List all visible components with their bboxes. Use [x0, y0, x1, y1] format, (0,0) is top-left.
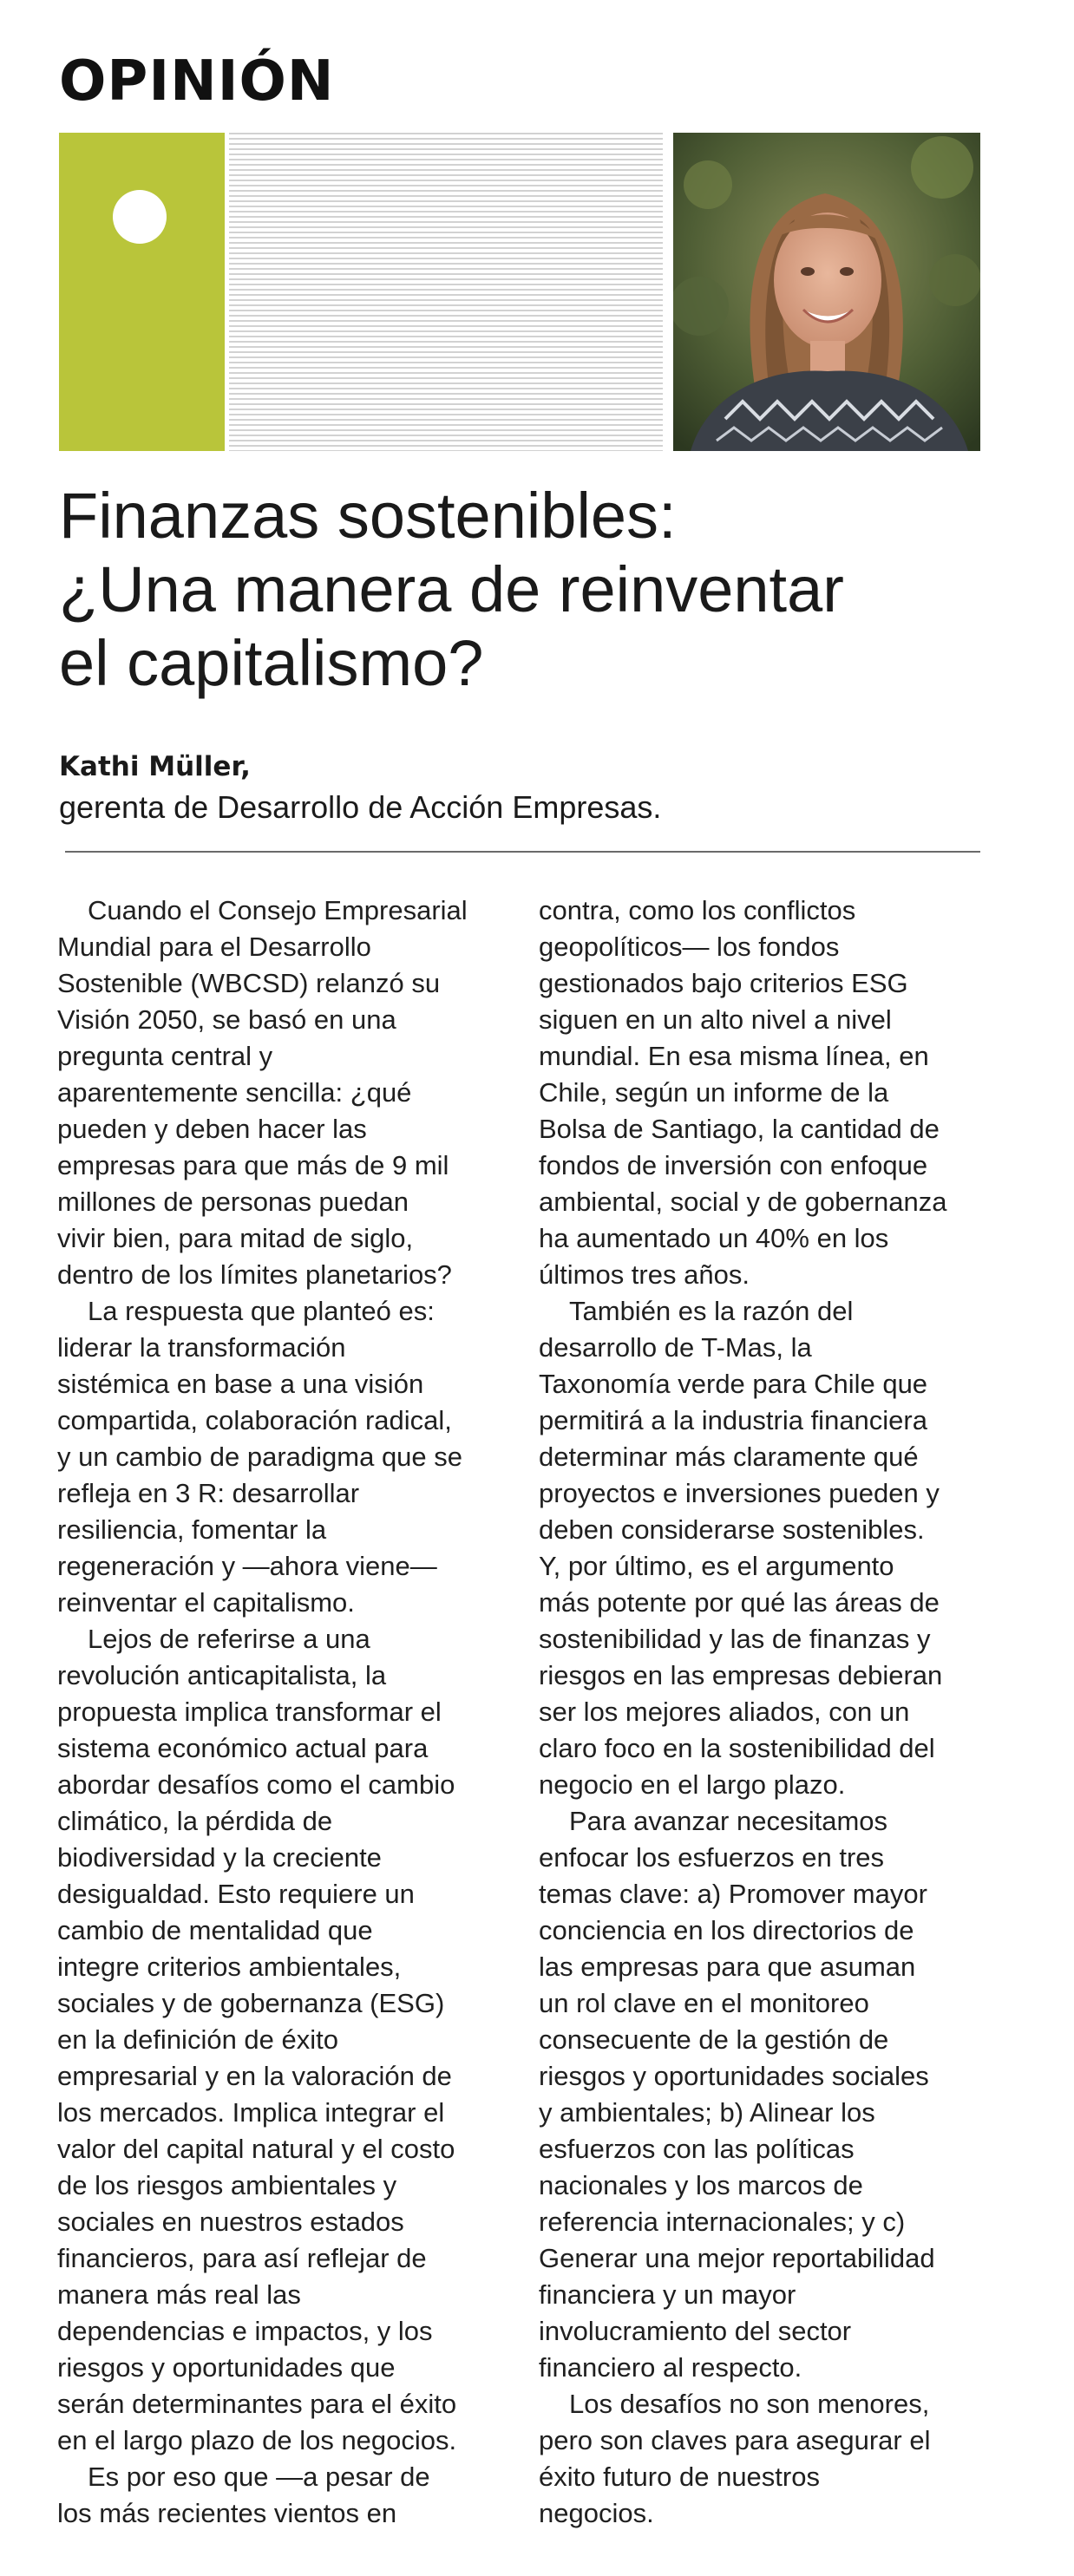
body-text-line: éxito futuro de nuestros: [539, 2462, 820, 2492]
body-text-line: desarrollo de T-Mas, la: [539, 1332, 812, 1363]
body-text-line: en el largo plazo de los negocios.: [57, 2425, 457, 2455]
body-text-line: consecuente de la gestión de: [539, 2024, 889, 2055]
portrait-image: [673, 133, 980, 451]
body-text-line: financiero al respecto.: [539, 2352, 802, 2383]
body-text-line: manera más real las: [57, 2279, 301, 2310]
body-text-line: nacionales y los marcos de: [539, 2170, 863, 2200]
body-text-line: negocio en el largo plazo.: [539, 1769, 846, 1800]
accent-block: [59, 133, 225, 451]
body-text-line: serán determinantes para el éxito: [57, 2389, 457, 2419]
body-text-line: deben considerarse sostenibles.: [539, 1514, 925, 1545]
header-banner: [59, 133, 980, 451]
body-text-line: sociales y de gobernanza (ESG): [57, 1988, 445, 2018]
body-text-line: abordar desafíos como el cambio: [57, 1769, 455, 1800]
body-text-line: ha aumentado un 40% en los: [539, 1223, 889, 1253]
body-text-line: empresarial y en la valoración de: [57, 2061, 452, 2091]
body-text-line: ambiental, social y de gobernanza: [539, 1187, 947, 1217]
body-text-line: dependencias e impactos, y los: [57, 2316, 433, 2346]
body-text-line: involucramiento del sector: [539, 2316, 852, 2346]
body-text-line: y ambientales; b) Alinear los: [539, 2097, 875, 2128]
body-text-line: permitirá a la industria financiera: [539, 1405, 927, 1435]
section-label: OPINIÓN: [59, 49, 335, 114]
body-text-line: los más recientes vientos en: [57, 2498, 397, 2528]
body-text-line: aparentemente sencilla: ¿qué: [57, 1077, 412, 1108]
body-text-line: contra, como los conflictos: [539, 895, 856, 925]
body-text-line: de los riesgos ambientales y: [57, 2170, 397, 2200]
body-text-line: Bolsa de Santiago, la cantidad de: [539, 1114, 940, 1144]
body-text-line: reinventar el capitalismo.: [57, 1587, 355, 1618]
body-text-line: un rol clave en el monitoreo: [539, 1988, 869, 2018]
body-text-line: riesgos y oportunidades que: [57, 2352, 396, 2383]
body-text-line: refleja en 3 R: desarrollar: [57, 1478, 360, 1508]
article-headline: [59, 479, 996, 700]
body-text-line: enfocar los esfuerzos en tres: [539, 1842, 885, 1873]
body-text-line: desigualdad. Esto requiere un: [57, 1879, 415, 1909]
body-text-line: climático, la pérdida de: [57, 1806, 333, 1836]
body-text-line: Para avanzar necesitamos: [569, 1806, 888, 1836]
body-text-line: sostenibilidad y las de finanzas y: [539, 1624, 931, 1654]
body-text-line: geopolíticos— los fondos: [539, 932, 840, 962]
body-text-line: siguen en un alto nivel a nivel: [539, 1004, 892, 1035]
body-text-line: Y, por último, es el argumento: [539, 1551, 894, 1581]
body-text-line: biodiversidad y la creciente: [57, 1842, 382, 1873]
headline-line: el capitalismo?: [59, 627, 484, 699]
body-text-line: referencia internacionales; y c): [539, 2207, 906, 2237]
divider: [65, 851, 980, 853]
body-text-line: sociales en nuestros estados: [57, 2207, 404, 2237]
body-text-line: fondos de inversión con enfoque: [539, 1150, 928, 1180]
body-text-line: gestionados bajo criterios ESG: [539, 968, 908, 998]
body-text-line: pregunta central y: [57, 1041, 273, 1071]
body-text-line: Generar una mejor reportabilidad: [539, 2243, 935, 2273]
body-text-line: temas clave: a) Promover mayor: [539, 1879, 927, 1909]
body-text-line: dentro de los límites planetarios?: [57, 1259, 452, 1290]
body-text-line: millones de personas puedan: [57, 1187, 409, 1217]
author-photo: [673, 133, 980, 451]
body-text-line: mundial. En esa misma línea, en: [539, 1041, 929, 1071]
striped-panel: [229, 133, 663, 451]
body-text-line: sistémica en base a una visión: [57, 1369, 424, 1399]
body-text-line: La respuesta que planteó es:: [88, 1296, 435, 1326]
body-text-line: También es la razón del: [569, 1296, 854, 1326]
body-column-left: [57, 892, 508, 2532]
body-text-line: Los desafíos no son menores,: [569, 2389, 930, 2419]
body-text-line: los mercados. Implica integrar el: [57, 2097, 445, 2128]
body-text-line: liderar la transformación: [57, 1332, 346, 1363]
body-text-line: más potente por qué las áreas de: [539, 1587, 940, 1618]
author-role: gerenta de Desarrollo de Acción Empresas.: [59, 789, 662, 825]
body-text-line: pueden y deben hacer las: [57, 1114, 367, 1144]
body-text-line: financiera y un mayor: [539, 2279, 796, 2310]
body-text-line: esfuerzos con las políticas: [539, 2134, 855, 2164]
body-text-line: Sostenible (WBCSD) relanzó su: [57, 968, 441, 998]
body-text-line: Cuando el Consejo Empresarial: [88, 895, 468, 925]
body-text-line: ser los mejores aliados, con un: [539, 1697, 910, 1727]
body-text-line: revolución anticapitalista, la: [57, 1660, 387, 1690]
body-text-line: pero son claves para asegurar el: [539, 2425, 931, 2455]
body-text-line: Taxonomía verde para Chile que: [539, 1369, 928, 1399]
body-text-line: valor del capital natural y el costo: [57, 2134, 455, 2164]
headline-line: Finanzas sostenibles:: [59, 480, 677, 552]
body-text-line: y un cambio de paradigma que se: [57, 1442, 463, 1472]
body-text-line: riesgos en las empresas debieran: [539, 1660, 943, 1690]
body-text-line: financieros, para así reflejar de: [57, 2243, 427, 2273]
body-text-line: proyectos e inversiones pueden y: [539, 1478, 940, 1508]
body-text-line: Es por eso que —a pesar de: [88, 2462, 430, 2492]
body-text-line: las empresas para que asuman: [539, 1952, 916, 1982]
body-column-right: [539, 892, 990, 2532]
circle-icon: [113, 190, 167, 244]
body-text-line: Lejos de referirse a una: [88, 1624, 370, 1654]
author-name: Kathi Müller,: [59, 751, 251, 782]
body-text-line: claro foco en la sostenibilidad del: [539, 1733, 935, 1763]
body-text-line: determinar más claramente qué: [539, 1442, 919, 1472]
body-text-line: sistema económico actual para: [57, 1733, 429, 1763]
body-text-line: Visión 2050, se basó en una: [57, 1004, 396, 1035]
body-text-line: últimos tres años.: [539, 1259, 750, 1290]
body-text-line: resiliencia, fomentar la: [57, 1514, 327, 1545]
body-text-line: Mundial para el Desarrollo: [57, 932, 371, 962]
body-text-line: vivir bien, para mitad de siglo,: [57, 1223, 414, 1253]
body-text-line: en la definición de éxito: [57, 2024, 339, 2055]
body-text-line: conciencia en los directorios de: [539, 1915, 914, 1945]
body-text-line: cambio de mentalidad que: [57, 1915, 373, 1945]
body-text-line: Chile, según un informe de la: [539, 1077, 889, 1108]
body-text-line: propuesta implica transformar el: [57, 1697, 442, 1727]
body-text-line: empresas para que más de 9 mil: [57, 1150, 449, 1180]
body-text-line: riesgos y oportunidades sociales: [539, 2061, 929, 2091]
body-text-line: compartida, colaboración radical,: [57, 1405, 452, 1435]
body-text-line: integre criterios ambientales,: [57, 1952, 402, 1982]
headline-line: ¿Una manera de reinventar: [59, 553, 844, 625]
body-text-line: negocios.: [539, 2498, 654, 2528]
body-text-line: regeneración y —ahora viene—: [57, 1551, 437, 1581]
